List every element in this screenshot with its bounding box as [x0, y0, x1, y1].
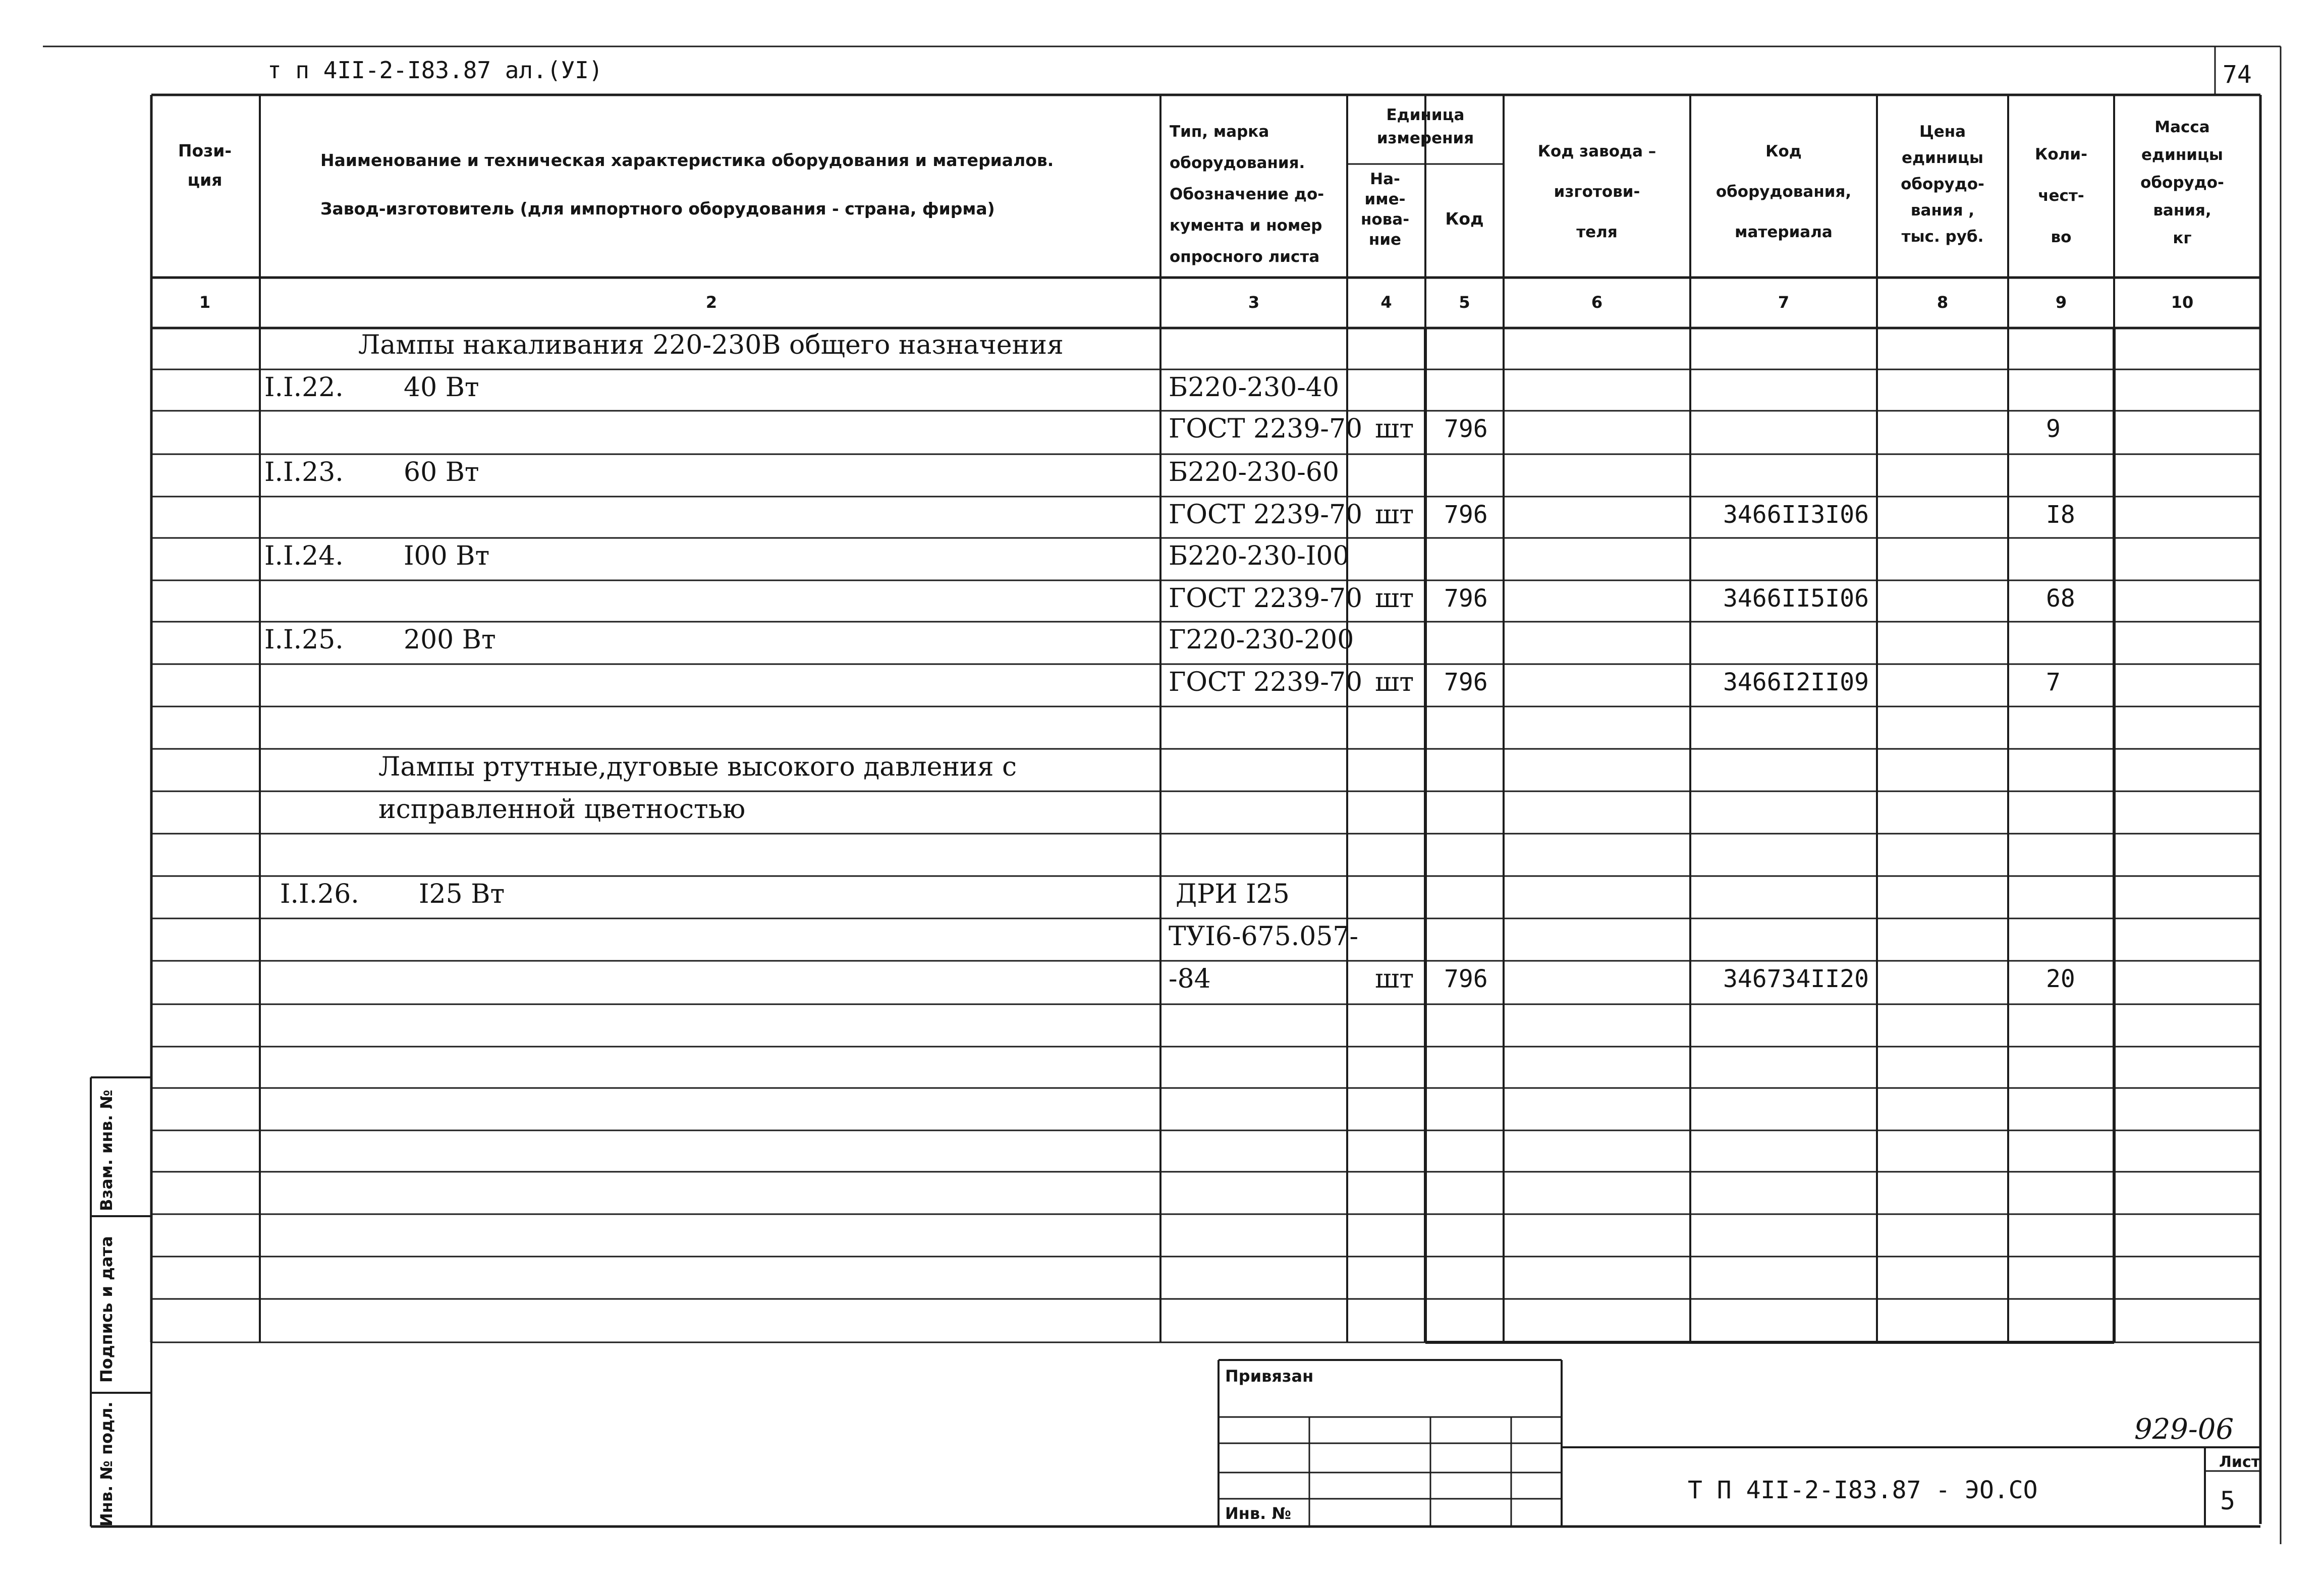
side-label-sign-date: Подпись и дата — [97, 1236, 116, 1383]
col-header-quantity: Коли- чест- во — [2035, 145, 2087, 246]
cell-unit: шт — [1375, 583, 1414, 614]
col-number-7: 7 — [1778, 293, 1790, 312]
cell-mat-code: 3466I2II09 — [1723, 668, 1869, 696]
sheet-number: 5 — [2220, 1486, 2236, 1515]
col-number-1: 1 — [199, 293, 211, 312]
col-number-9: 9 — [2055, 293, 2067, 312]
col-header-unit-name: На- име- нова- ние — [1360, 170, 1410, 249]
corner-page-number: 74 — [2223, 61, 2252, 89]
cell-unit-code: 796 — [1444, 668, 1488, 696]
cell-qty: 7 — [2046, 668, 2061, 696]
cell-mat-code: 3466II3I06 — [1723, 501, 1869, 529]
stamp-inv-label: Инв. № — [1225, 1504, 1291, 1523]
cell-type: ГОСТ 2239-70 — [1169, 414, 1363, 444]
cell-qty: 20 — [2046, 965, 2075, 993]
cell-unit: шт — [1375, 667, 1414, 697]
side-label-inv-podl: Инв. № подл. — [97, 1401, 116, 1527]
cell-mat-code: 346734II20 — [1723, 965, 1869, 993]
cell-name: I25 Вт — [419, 879, 505, 909]
col-header-position: Пози- ция — [178, 141, 232, 190]
col-header-unit-group: Единица измерения — [1376, 106, 1474, 147]
cell-pos: I.I.25. — [264, 625, 344, 655]
col-number-8: 8 — [1936, 293, 1949, 312]
cell-type: -84 — [1169, 964, 1211, 994]
document-code: Т П 4II-2-I83.87 - ЭО.СО — [1688, 1476, 2038, 1504]
col-header-mass: Масса единицы оборудо- вания, кг — [2140, 118, 2224, 247]
cell-unit-code: 796 — [1444, 415, 1488, 443]
cell-mat-code: 3466II5I06 — [1723, 584, 1869, 613]
cell-type: ДРИ I25 — [1176, 879, 1290, 909]
cell-type: ГОСТ 2239-70 — [1169, 667, 1363, 697]
cell-unit-code: 796 — [1444, 584, 1488, 613]
cell-unit-code: 796 — [1444, 965, 1488, 993]
cell-name: Лампы ртутные,дуговые высокого давления с — [378, 752, 1017, 782]
cell-type: ТУI6-675.057- — [1169, 921, 1359, 952]
cell-name: Лампы накаливания 220-230В общего назначения — [358, 330, 1064, 360]
cell-type: Б220-230-I00 — [1169, 541, 1350, 571]
stamp-bound-label: Привязан — [1225, 1367, 1314, 1386]
col-header-type: Тип, марка оборудования. Обозначение до- кумента и номер опросного листа — [1170, 123, 1324, 266]
col-header-factory-code: Код завода – изготови- теля — [1537, 142, 1656, 241]
col-header-name: Наименование и техническая характеристика оборудования и материалов. Завод-изготовитель (для импортного оборудования - страна, фирма) — [320, 150, 1054, 219]
cell-type: ГОСТ 2239-70 — [1169, 500, 1363, 530]
cell-pos: I.I.22. — [264, 372, 344, 403]
cell-unit: шт — [1375, 964, 1414, 994]
col-number-2: 2 — [705, 293, 717, 312]
project-code: т п 4II-2-I83.87 ал.(УI) — [267, 57, 603, 84]
col-number-10: 10 — [2171, 293, 2194, 312]
cell-qty: 68 — [2046, 584, 2075, 613]
sheet-label: Лист — [2219, 1453, 2260, 1471]
col-number-3: 3 — [1248, 293, 1260, 312]
side-label-inv-vzam: Взам. инв. № — [97, 1090, 116, 1211]
handwritten-number: 929-06 — [2134, 1413, 2234, 1446]
cell-unit: шт — [1375, 500, 1414, 530]
cell-pos: I.I.23. — [264, 457, 344, 487]
cell-qty: I8 — [2046, 501, 2075, 529]
cell-type: Г220-230-200 — [1169, 625, 1354, 655]
cell-qty: 9 — [2046, 415, 2061, 443]
cell-type: Б220-230-40 — [1169, 372, 1340, 403]
col-number-4: 4 — [1380, 293, 1392, 312]
col-header-price: Цена единицы оборудо- вания , тыс. руб. — [1901, 123, 1984, 246]
cell-type: Б220-230-60 — [1169, 457, 1340, 487]
cell-pos: I.I.24. — [264, 541, 344, 571]
col-header-unit-code: Код — [1445, 209, 1484, 229]
cell-unit-code: 796 — [1444, 501, 1488, 529]
col-number-6: 6 — [1591, 293, 1603, 312]
cell-name: исправленной цветностью — [378, 794, 746, 825]
cell-name: I00 Вт — [404, 541, 490, 571]
cell-unit: шт — [1375, 414, 1414, 444]
cell-pos: I.I.26. — [280, 879, 359, 909]
col-number-5: 5 — [1459, 293, 1470, 312]
cell-type: ГОСТ 2239-70 — [1169, 583, 1363, 614]
cell-name: 60 Вт — [404, 457, 479, 487]
col-header-material-code: Код оборудования, материала — [1716, 142, 1852, 241]
cell-name: 200 Вт — [404, 625, 496, 655]
cell-name: 40 Вт — [404, 372, 479, 403]
